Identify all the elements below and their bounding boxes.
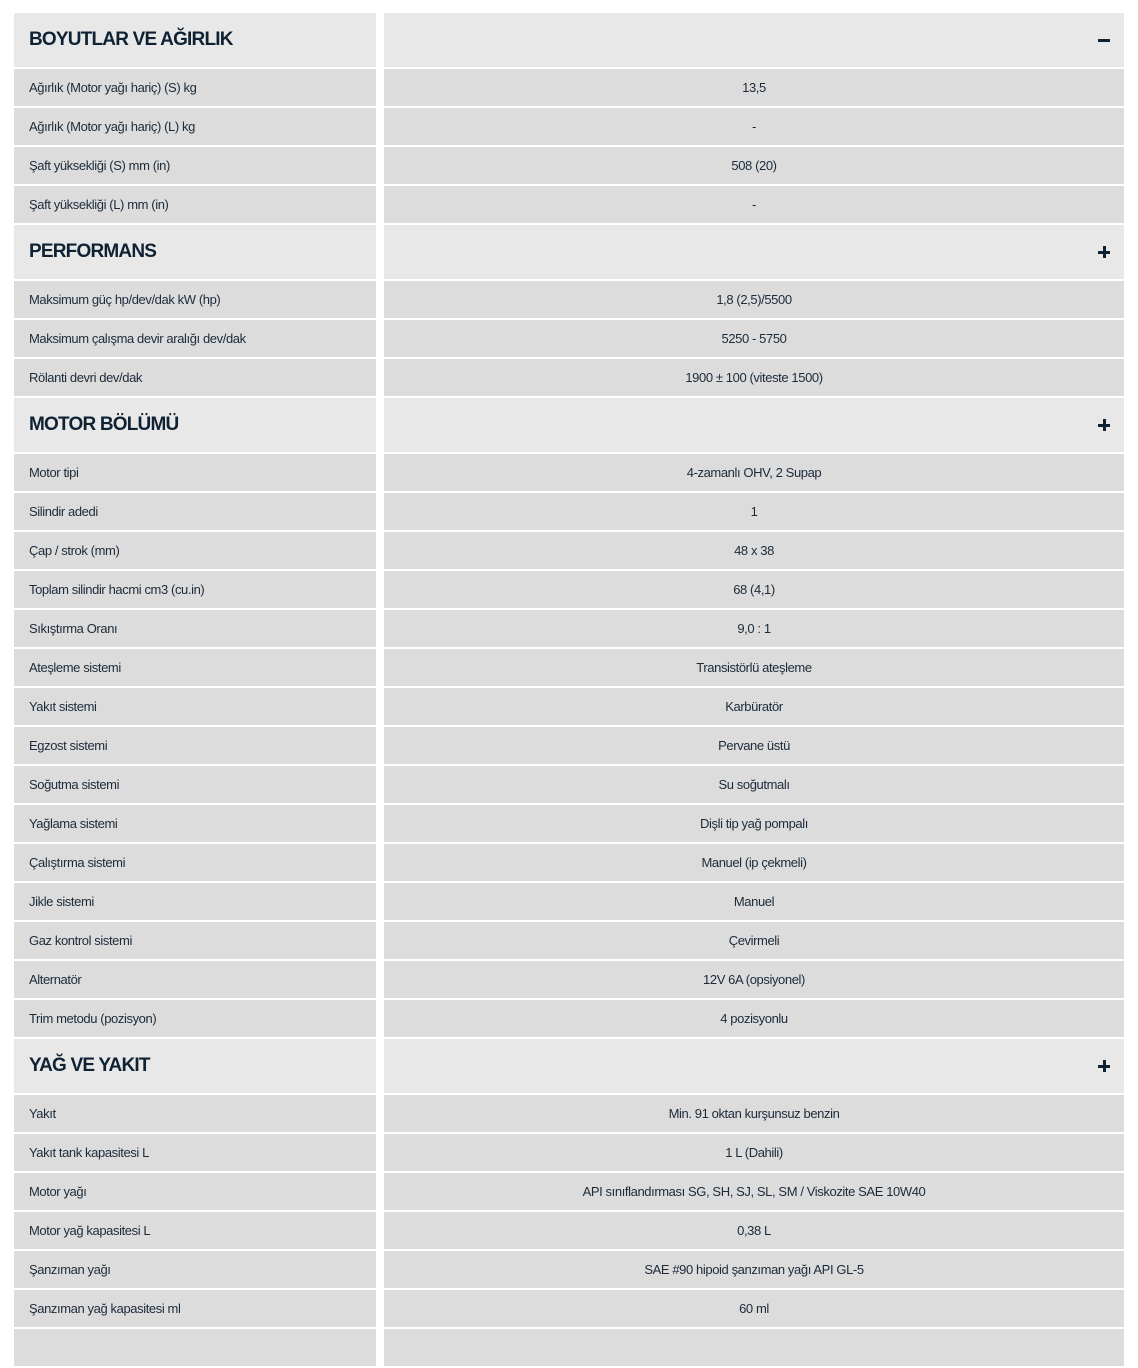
spec-row [14,688,1124,725]
spec-label: Silindir adedi [14,493,376,530]
spec-row [14,922,1124,959]
spec-value: Pervane üstü [384,727,1124,764]
spec-row [14,1329,1124,1366]
section-header[interactable] [14,398,1124,452]
spec-label: Çalıştırma sistemi [14,844,376,881]
section-title: PERFORMANS [14,225,376,279]
plus-icon[interactable] [1098,419,1110,431]
spec-value: 60 ml [384,1290,1124,1327]
spec-row [14,320,1124,357]
spec-value: 9,0 : 1 [384,610,1124,647]
spec-row [14,359,1124,396]
spec-label: Alternatör [14,961,376,998]
spec-value: Karbüratör [384,688,1124,725]
spec-value: 4 pozisyonlu [384,1000,1124,1037]
spec-row [14,1134,1124,1171]
spec-table [14,13,1124,1368]
spec-value: Manuel [384,883,1124,920]
spec-label: Egzost sistemi [14,727,376,764]
spec-value: 5250 - 5750 [384,320,1124,357]
minus-icon[interactable] [1098,34,1110,46]
plus-icon[interactable] [1098,246,1110,258]
spec-label: Yakıt tank kapasitesi L [14,1134,376,1171]
section-title: YAĞ VE YAKIT [14,1039,376,1093]
spec-value: 12V 6A (opsiyonel) [384,961,1124,998]
spec-label: Şanzıman yağı [14,1251,376,1288]
spec-value: Dişli tip yağ pompalı [384,805,1124,842]
spec-label: Gaz kontrol sistemi [14,922,376,959]
spec-value: SAE #90 hipoid şanzıman yağı API GL-5 [384,1251,1124,1288]
spec-label: Motor yağı [14,1173,376,1210]
spec-label: Ağırlık (Motor yağı hariç) (L) kg [14,108,376,145]
spec-row [14,493,1124,530]
section-title: MOTOR BÖLÜMÜ [14,398,376,452]
spec-value: 1 L (Dahili) [384,1134,1124,1171]
spec-row [14,844,1124,881]
spec-label: Motor tipi [14,454,376,491]
spec-label: Rölanti devri dev/dak [14,359,376,396]
spec-value: Çevirmeli [384,922,1124,959]
spec-row [14,727,1124,764]
spec-label: Sıkıştırma Oranı [14,610,376,647]
spec-value: 48 x 38 [384,532,1124,569]
spec-row [14,1251,1124,1288]
spec-label: Toplam silindir hacmi cm3 (cu.in) [14,571,376,608]
spec-value: 1,8 (2,5)/5500 [384,281,1124,318]
spec-value: 1 [384,493,1124,530]
spec-row [14,281,1124,318]
spec-row [14,1173,1124,1210]
spec-value: 1900 ± 100 (viteste 1500) [384,359,1124,396]
spec-label: Yakıt [14,1095,376,1132]
spec-row [14,532,1124,569]
spec-label: Şanzıman yağ kapasitesi ml [14,1290,376,1327]
spec-label: Ateşleme sistemi [14,649,376,686]
spec-value: 508 (20) [384,147,1124,184]
section-toggle-cell[interactable] [384,1039,1124,1093]
spec-label: Yağlama sistemi [14,805,376,842]
spec-label: Trim metodu (pozisyon) [14,1000,376,1037]
spec-row [14,805,1124,842]
spec-row [14,1000,1124,1037]
section-header[interactable] [14,225,1124,279]
spec-label: Çap / strok (mm) [14,532,376,569]
spec-row [14,1095,1124,1132]
spec-label: Ağırlık (Motor yağı hariç) (S) kg [14,69,376,106]
spec-row [14,1212,1124,1249]
spec-value: - [384,108,1124,145]
spec-label: Şaft yüksekliği (L) mm (in) [14,186,376,223]
spec-label: Maksimum güç hp/dev/dak kW (hp) [14,281,376,318]
spec-label: Jikle sistemi [14,883,376,920]
spec-row [14,961,1124,998]
spec-value: Su soğutmalı [384,766,1124,803]
spec-row [14,1290,1124,1327]
spec-row [14,649,1124,686]
spec-label: Motor yağ kapasitesi L [14,1212,376,1249]
plus-icon[interactable] [1098,1060,1110,1072]
spec-row [14,147,1124,184]
spec-value: - [384,186,1124,223]
section-header[interactable] [14,13,1124,67]
spec-label [14,1329,376,1366]
spec-value: 13,5 [384,69,1124,106]
section-title: BOYUTLAR VE AĞIRLIK [14,13,376,67]
spec-value: Min. 91 oktan kurşunsuz benzin [384,1095,1124,1132]
spec-value: 68 (4,1) [384,571,1124,608]
spec-row [14,571,1124,608]
spec-label: Yakıt sistemi [14,688,376,725]
spec-value: API sınıflandırması SG, SH, SJ, SL, SM / Viskozite SAE 10W40 [384,1173,1124,1210]
spec-label: Maksimum çalışma devir aralığı dev/dak [14,320,376,357]
spec-row [14,610,1124,647]
section-toggle-cell[interactable] [384,398,1124,452]
spec-value: 4-zamanlı OHV, 2 Supap [384,454,1124,491]
spec-row [14,766,1124,803]
spec-row [14,883,1124,920]
section-toggle-cell[interactable] [384,13,1124,67]
spec-row [14,108,1124,145]
spec-label: Şaft yüksekliği (S) mm (in) [14,147,376,184]
spec-value: Manuel (ip çekmeli) [384,844,1124,881]
spec-value: 0,38 L [384,1212,1124,1249]
spec-row [14,69,1124,106]
section-toggle-cell[interactable] [384,225,1124,279]
spec-row [14,186,1124,223]
spec-value: Transistörlü ateşleme [384,649,1124,686]
spec-value [384,1329,1124,1366]
spec-label: Soğutma sistemi [14,766,376,803]
section-header[interactable] [14,1039,1124,1093]
spec-row [14,454,1124,491]
